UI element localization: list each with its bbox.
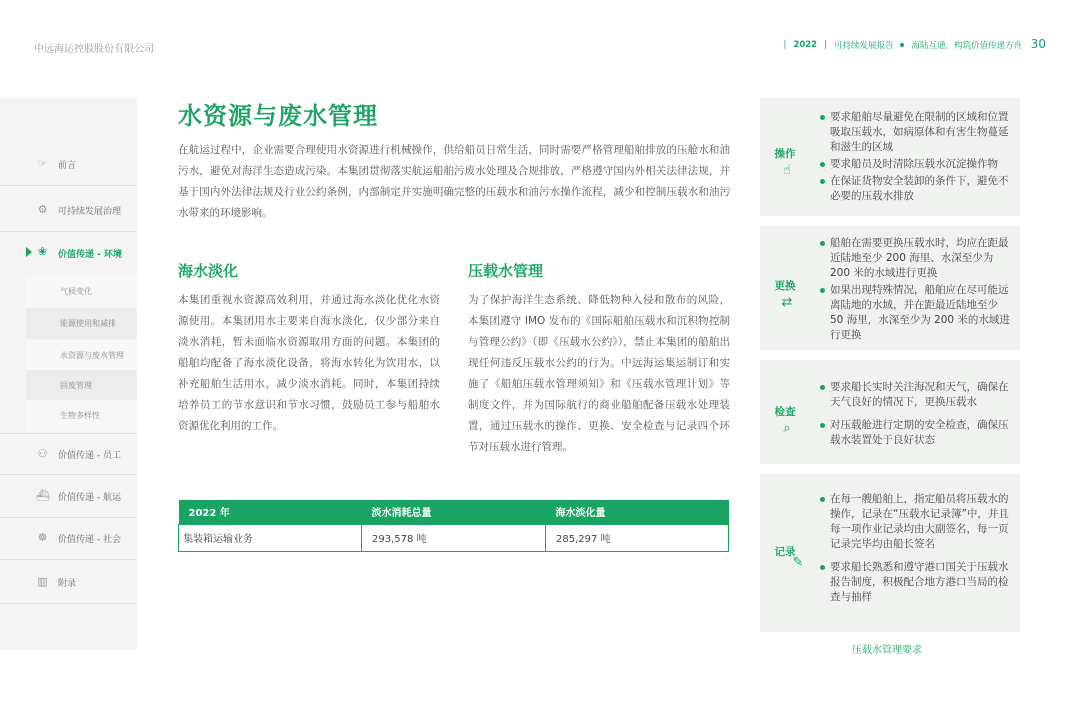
card-inspection — [760, 360, 1020, 464]
page-number: 30 — [1030, 37, 1046, 51]
sidebar-item-governance[interactable] — [0, 190, 137, 232]
list-item: 在每一艘船舶上，指定船员将压载水的操作，记录在“压载水记录簿”中，并且每一项作业记录均由大副签名，每一页记录完毕均由船长签名 — [820, 492, 1012, 552]
water-usage-table — [178, 500, 729, 552]
page-title: 水资源与废水管理 — [178, 102, 378, 130]
ballast-paragraph: 为了保护海洋生态系统、降低物种入侵和散布的风险，本集团遵守 IMO 发布的《国际船舶压载水和沉积物控制与管理公约》（即《压载水公约》），禁止本集团的船舶出现任何违反压载水公约的行为。中远海运集运制订和实施了《船舶压载水管理须知》和《压载水管理计划》等制度文件，并为国际航行的商业船舶配备压载水处理装置，通过压载水的操作、更换、安全检查与记录四个环节对压载水进行管理。 — [468, 294, 730, 453]
sidebar-subitem-water[interactable] — [26, 340, 137, 371]
desalination-paragraph: 本集团重视水资源高效利用，并通过海水淡化优化水资源使用。本集团用水主要来自海水淡化，仅少部分来自淡水消耗，暂未面临水资源取用方面的问题。本集团的船舶均配备了海水淡化设备，将海水转化为饮用水，以补充船舶生活用水，减少淡水消耗。同时，本集团持续培养员工的节水意识和节水习惯，鼓励员工参与船舶水资源优化利用的工作。 — [178, 294, 440, 432]
list-item: 要求船长熟悉和遵守港口国关于压载水报告制度，积极配合地方港口当局的检查与抽样 — [820, 560, 1012, 605]
report-year: 2022 — [793, 40, 818, 50]
table-row — [179, 524, 729, 551]
preface-icon: ☞ — [37, 157, 48, 170]
sidebar-item-label: 前言 — [58, 161, 77, 171]
list-item: 要求船舶尽量避免在限制的区域和位置吸取压载水，如病原体和有害生物蔓延和滋生的区域 — [820, 110, 1012, 155]
sidebar-item-appendix[interactable] — [0, 562, 137, 604]
list-item: 在保证货物安全装卸的条件下，避免不必要的压载水排放 — [820, 174, 1012, 204]
report-breadcrumb — [784, 39, 1022, 51]
table-header-row — [179, 500, 729, 524]
table-header: 海水淡化量 — [546, 500, 729, 524]
table-cell: 285,297 吨 — [546, 524, 729, 551]
card-label: 检查 — [774, 406, 796, 418]
sidebar-item-employee[interactable] — [0, 433, 137, 475]
exchange-icon: ⇄ — [781, 295, 793, 310]
shipping-icon: ⛴ — [36, 489, 50, 502]
sidebar-item-label: 附录 — [58, 579, 77, 589]
card-record — [760, 474, 1020, 632]
card-list — [820, 236, 1012, 343]
sidebar-subitem-energy[interactable] — [26, 308, 137, 339]
appendix-icon: ▥ — [37, 575, 48, 588]
list-item: 对压载舱进行定期的安全检查，确保压载水装置处于良好状态 — [820, 418, 1012, 448]
magnifier-icon: ⌕ — [783, 421, 791, 436]
employee-icon: ⚇ — [37, 447, 48, 460]
sidebar-item-label: 价值传递 - 员工 — [58, 450, 121, 461]
sidebar-item-label: 价值传递 - 航运 — [58, 493, 121, 503]
sidebar-nav — [0, 98, 137, 650]
pen-icon: ✎ — [792, 555, 804, 570]
card-label: 操作 — [774, 148, 796, 160]
card-label: 记录 — [774, 546, 796, 558]
sidebar-item-label: 价值传递 - 环境 — [58, 249, 123, 260]
report-title: 可持续发展报告 — [833, 41, 894, 51]
list-item: 如果出现特殊情况，船舶应在尽可能远离陆地的水域，并在距最近陆地至少 50 海里，水深至少为 200 米的水域进行更换 — [820, 283, 1012, 343]
sidebar-item-environment[interactable] — [0, 232, 137, 274]
card-label: 更换 — [774, 280, 796, 292]
desalination-heading: 海水淡化 — [178, 262, 239, 280]
card-list — [820, 110, 1012, 204]
table-header: 淡水消耗总量 — [362, 500, 546, 524]
cards-caption: 压载水管理要求 — [852, 645, 922, 656]
subitem-label: 能源使用和减排 — [60, 319, 116, 328]
subitem-label: 气候变化 — [60, 287, 92, 296]
chapter-title: 海陆互通，构筑价值传递方舟 — [911, 41, 1022, 51]
list-item: 船舶在需要更换压载水时，均应在距最近陆地至少 200 海里、水深至少为 200 米的水域进行更换 — [820, 236, 1012, 281]
sidebar-item-preface[interactable] — [0, 144, 137, 186]
sidebar-item-label: 可持续发展治理 — [58, 207, 122, 217]
sidebar-item-shipping[interactable] — [0, 476, 137, 518]
sidebar-subitem-climate[interactable] — [26, 276, 137, 307]
bullet-dot-icon — [900, 43, 904, 47]
society-icon: ☸ — [37, 531, 48, 544]
company-name: 中远海运控股股份有限公司 — [34, 44, 154, 55]
table-cell: 293,578 吨 — [362, 524, 546, 551]
sidebar-item-label: 价值传递 - 社会 — [58, 535, 121, 545]
table-header: 2022 年 — [179, 500, 362, 524]
environment-icon: ❀ — [37, 245, 48, 258]
sidebar-item-society[interactable] — [0, 518, 137, 560]
divider-bar: | — [824, 40, 827, 50]
ballast-heading: 压载水管理 — [468, 262, 544, 280]
card-list — [820, 492, 1012, 605]
hand-icon: ☝ — [783, 163, 791, 178]
subitem-label: 固废管理 — [60, 381, 92, 390]
governance-icon: ⚙ — [37, 203, 48, 216]
divider-bar: | — [783, 40, 787, 50]
sidebar-subitem-waste[interactable] — [26, 370, 137, 401]
intro-paragraph: 在航运过程中，企业需要合理使用水资源进行机械操作，供给船员日常生活，同时需要严格管理船舶排放的压舱水和油污水，避免对海洋生态造成污染。本集团贯彻落实航运船舶污废水处理及合规排放，严格遵守国内外相关法律法规，并基于国内外法律法规及行业公约条例，内部制定并实施明确完整的压载水和油污水操作流程，减少和控制压载水和油污水带来的环境影响。 — [178, 144, 730, 219]
active-arrow-icon — [26, 247, 32, 257]
card-operation — [760, 98, 1020, 216]
card-exchange — [760, 226, 1020, 350]
sidebar-subitem-biodiversity[interactable] — [26, 400, 137, 431]
list-item: 要求船长实时关注海况和天气，确保在天气良好的情况下，更换压载水 — [820, 380, 1012, 410]
subitem-label: 水资源与废水管理 — [60, 351, 124, 360]
list-item: 要求船员及时清除压载水沉淀操作物 — [820, 157, 1012, 172]
table-cell: 集装箱运输业务 — [179, 524, 362, 551]
card-list — [820, 380, 1012, 448]
subitem-label: 生物多样性 — [60, 411, 100, 420]
